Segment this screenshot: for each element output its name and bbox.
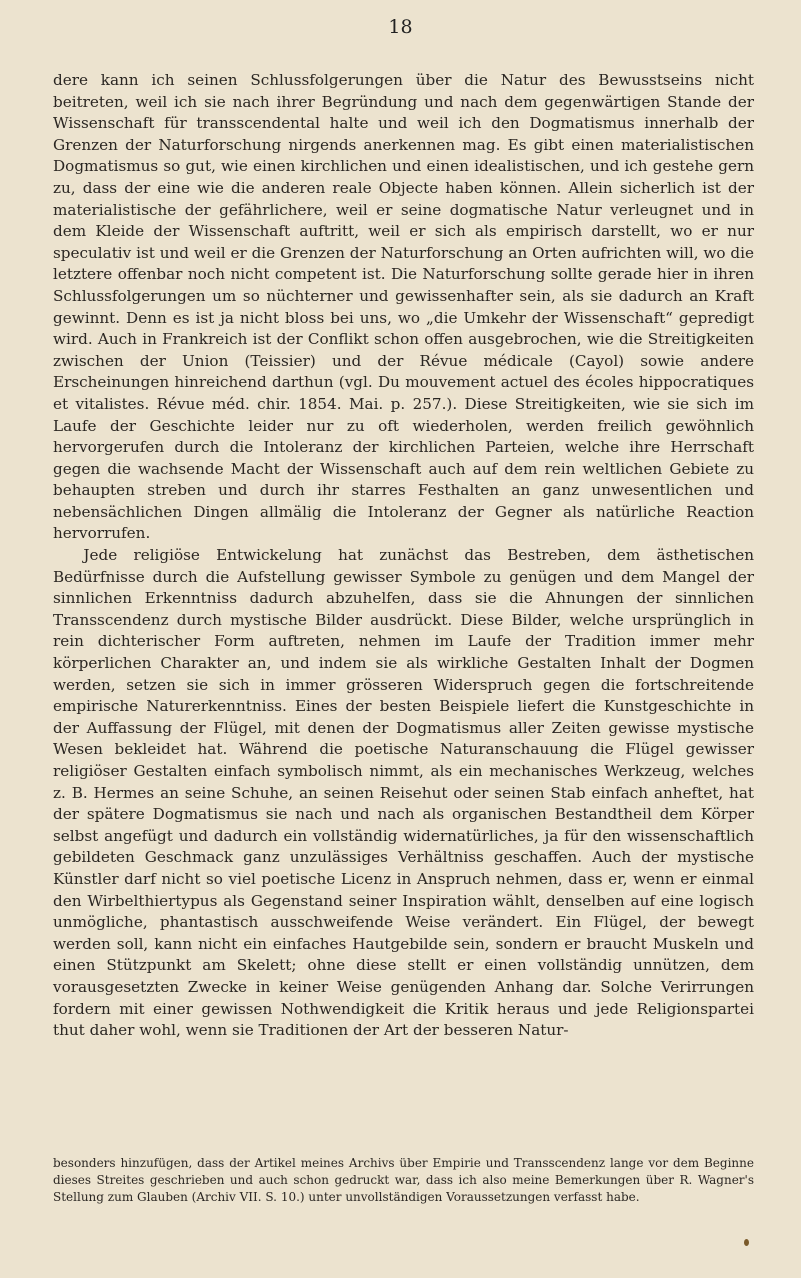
paragraph-1: dere kann ich seinen Schlussfolgerungen über die Natur des Bewusstseins nicht beitreten, weil ich sie nach ihrer Begründung und nach dem gegenwärtigen Stande der Wissenschaft für transscendental halte und weil ich den Dogmatismus innerhalb der Grenzen der Naturforschung nirgends anerkennen mag. Es gibt einen materialistischen Dogmatismus so gut, wie einen kirchlichen und einen idealistischen, und ich gestehe gern zu, dass der eine wie die anderen reale Objecte haben können. Allein sicherlich ist der materialistische der gefährlichere, weil er seine dogmatische Natur verleugnet und in dem Kleide der Wissenschaft auftritt, weil er sich als empirisch darstellt, wo er nur speculativ ist und weil er die Grenzen der Naturforschung an Orten aufrichten will, wo die letztere offenbar noch nicht competent ist. Die Naturforschung sollte gerade hier in ihren Schlussfolgerungen um so nüchterner und gewissenhafter sein, als sie dadurch an Kraft gewinnt. Denn es ist ja nicht bloss bei uns, wo „die Umkehr der Wissenschaft“ gepredigt wird. Auch in Frankreich ist der Conflikt schon offen ausgebrochen, wie die Streitigkeiten zwischen der Union (Teissier) und der Révue médicale (Cayol) sowie andere Erscheinungen hinreichend darthun (vgl. Du mouvement actuel des écoles hippocratiques et vitalistes. Révue méd. chir. 1854. Mai. p. 257.). Diese Streitigkeiten, wie sie sich im Laufe der Geschichte leider nur zu oft wiederholen, werden freilich gewöhnlich hervorgerufen durch die Intoleranz der kirchlichen Parteien, welche ihre Herrschaft gegen die wachsende Macht der Wissenschaft auch auf dem rein weltlichen Gebiete zu behaupten streben und durch ihr starres Festhalten an ganz unwesentlichen und nebensächlichen Dingen allmälig die Intoleranz der Gegner als natürliche Reaction hervorrufen. [53, 71, 754, 543]
ink-spot [744, 1239, 749, 1246]
page-number: 18 [388, 16, 413, 38]
footnote: besonders hinzufügen, dass der Artikel meines Archivs über Empirie und Transscendenz lange vor dem Beginne dieses Streites geschrieben und auch schon gedruckt war, dass ich also meine Bemerkungen über R. Wagner's Stellung zum Glauben (Archiv VII. S. 10.) unter unvollständigen Voraussetzungen verfasst habe. [53, 1156, 754, 1204]
paragraph-2: Jede religiöse Entwickelung hat zunächst das Bestreben, dem ästhetischen Bedürfnisse durch die Aufstellung gewisser Symbole zu genügen und dem Mangel der sinnlichen Erkenntniss dadurch abzuhelfen, dass sie die Ahnungen der sinnlichen Transscendenz durch mystische Bilder ausdrückt. Diese Bilder, welche ursprünglich in rein dichterischer Form auftreten, nehmen im Laufe der Tradition immer mehr körperlichen Charakter an, und indem sie als wirkliche Gestalten Inhalt der Dogmen werden, setzen sie sich in immer grösseren Widerspruch gegen die fortschreitende empirische Naturerkenntniss. Eines der besten Beispiele liefert die Kunstgeschichte in der Auffassung der Flügel, mit denen der Dogmatismus aller Zeiten gewisse mystische Wesen bekleidet hat. Während die poetische Naturanschauung die Flügel gewisser religiöser Gestalten einfach symbolisch nimmt, als ein mechanisches Werkzeug, welches z. B. Hermes an seine Schuhe, an seinen Reisehut oder seinen Stab einfach anheftet, hat der spätere Dogmatismus sie nach und nach als organischen Bestandtheil dem Körper selbst angefügt und dadurch ein vollständig widernatürliches, ja für den wissenschaftlich gebildeten Geschmack ganz unzulässiges Verhältniss geschaffen. Auch der mystische Künstler darf nicht so viel poetische Licenz in Anspruch nehmen, dass er, wenn er einmal den Wirbelthiertypus als Gegenstand seiner Inspiration wählt, denselben auf eine logisch unmögliche, phantastisch ausschweifende Weise verändert. Ein Flügel, der bewegt werden soll, kann nicht ein einfaches Hautgebilde sein, sondern er braucht Muskeln und einen Stützpunkt am Skelett; ohne diese stellt er einen vollständig unnützen, dem vorausgesetzten Zwecke in keiner Weise genügenden Anhang dar. Solche Verirrungen fordern mit einer gewissen Nothwendigkeit die Kritik heraus und jede Religionspartei thut daher wohl, wenn sie Traditionen der Art der besseren Natur- [53, 546, 754, 1040]
main-text [53, 70, 754, 1042]
